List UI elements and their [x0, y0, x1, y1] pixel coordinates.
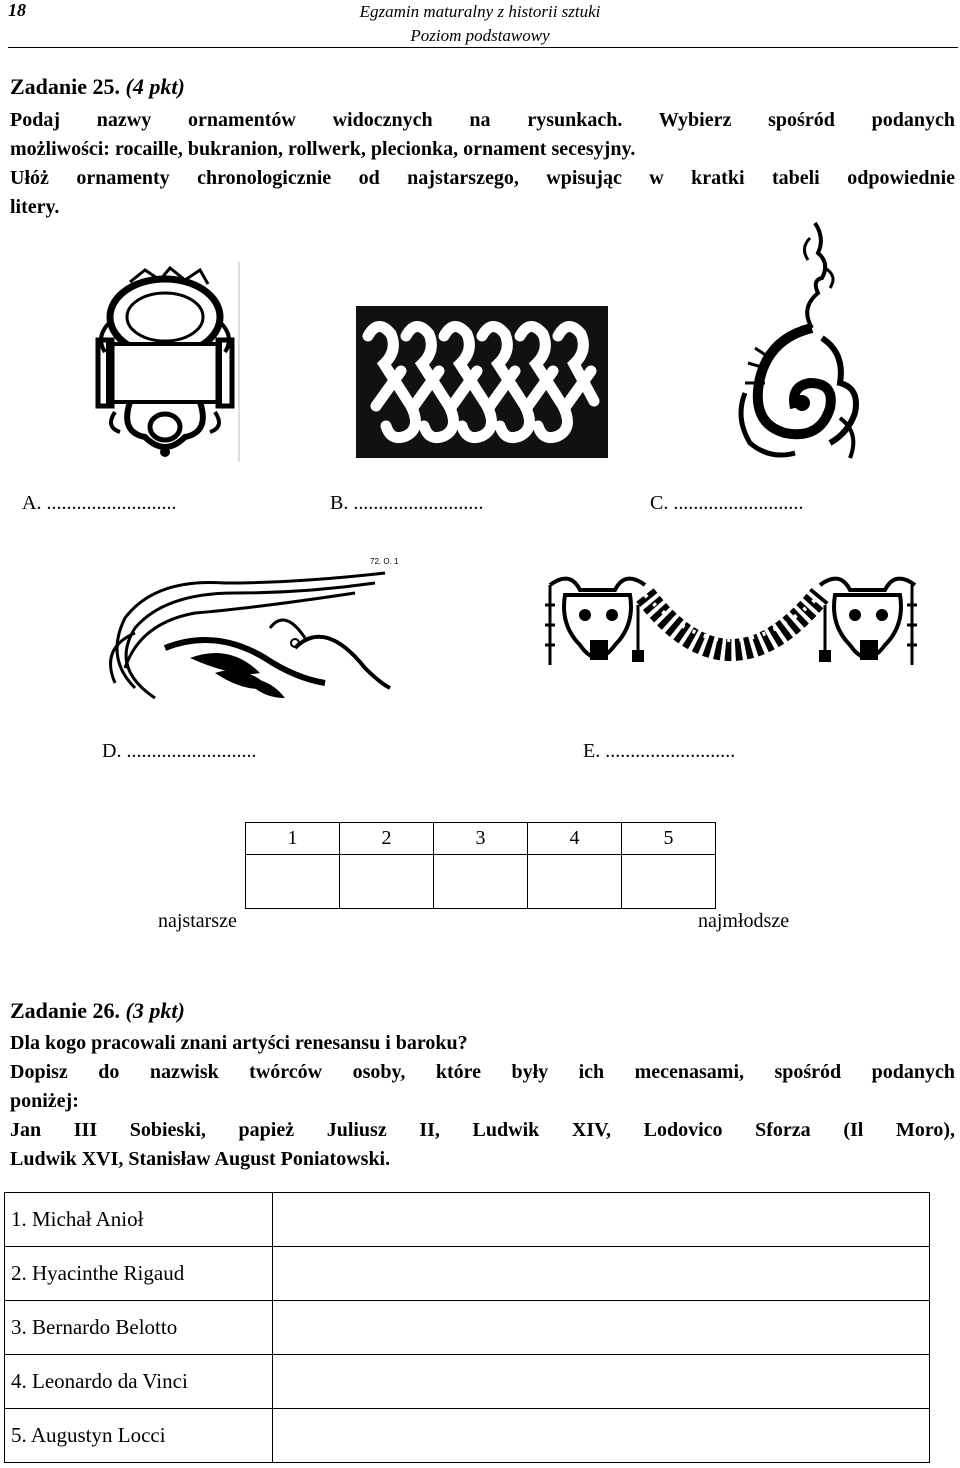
task25-instructions — [10, 106, 955, 222]
patron-answer-cell[interactable] — [273, 1409, 930, 1463]
label-d: D. .......................... — [102, 740, 257, 762]
chronology-answer-cell[interactable] — [528, 855, 622, 909]
ornament-d-image — [95, 548, 399, 713]
patrons-table — [4, 1192, 930, 1463]
ornament-c-image — [730, 218, 870, 464]
patron-answer-cell[interactable] — [273, 1247, 930, 1301]
table-row — [5, 1247, 930, 1301]
chronology-answer-cell[interactable] — [434, 855, 528, 909]
patron-answer-cell[interactable] — [273, 1355, 930, 1409]
chronology-header: 4 — [528, 823, 622, 855]
patron-answer-cell[interactable] — [273, 1301, 930, 1355]
chronology-header: 2 — [340, 823, 434, 855]
youngest-label: najmłodsze — [698, 910, 790, 932]
label-c: C. .......................... — [650, 492, 804, 514]
chronology-header: 3 — [434, 823, 528, 855]
task26-instructions — [10, 1029, 955, 1174]
task26-line: poniżej: — [10, 1090, 79, 1112]
task25-line: Podaj nazwy ornamentów widocznych na rysunkach. Wybierz spośród podanych — [10, 109, 955, 131]
header-divider — [8, 47, 958, 48]
ornament-e-image — [540, 565, 920, 695]
task25-points: (4 pkt) — [125, 74, 185, 99]
ornament-a-image — [90, 262, 240, 462]
table-row — [5, 1193, 930, 1247]
exam-title: Egzamin maturalny z historii sztuki — [359, 2, 601, 21]
patron-answer-cell[interactable] — [273, 1193, 930, 1247]
exam-header — [280, 0, 680, 48]
artist-name: 2. Hyacinthe Rigaud — [5, 1247, 273, 1301]
image-d-tag: 72. O. 1 — [370, 557, 399, 566]
table-row — [5, 1301, 930, 1355]
chronology-header: 1 — [246, 823, 340, 855]
task26-points: (3 pkt) — [125, 998, 185, 1023]
label-b: B. .......................... — [330, 492, 484, 514]
label-a: A. .......................... — [22, 492, 177, 514]
task26-title — [10, 998, 185, 1024]
ornament-b-image — [356, 306, 608, 458]
task25-number: Zadanie 25. — [10, 74, 121, 99]
artist-name: 3. Bernardo Belotto — [5, 1301, 273, 1355]
page-number: 18 — [8, 0, 26, 20]
task26-line: Jan III Sobieski, papież Juliusz II, Ludwik XIV, Lodovico Sforza (Il Moro), — [10, 1119, 955, 1141]
task26-number: Zadanie 26. — [10, 998, 121, 1023]
task26-line: Ludwik XVI, Stanisław August Poniatowski. — [10, 1148, 391, 1170]
task26-line: Dopisz do nazwisk twórców osoby, które były ich mecenasami, spośród podanych — [10, 1061, 955, 1083]
task26-question: Dla kogo pracowali znani artyści renesansu i baroku? — [10, 1032, 468, 1054]
table-row — [5, 1409, 930, 1463]
task25-title — [10, 74, 185, 100]
artist-name: 4. Leonardo da Vinci — [5, 1355, 273, 1409]
oldest-label: najstarsze — [158, 910, 237, 932]
artist-name: 5. Augustyn Locci — [5, 1409, 273, 1463]
chronology-answer-cell[interactable] — [622, 855, 716, 909]
task25-line: możliwości: rocaille, bukranion, rollwerk, plecionka, ornament secesyjny. — [10, 138, 636, 160]
task25-line: Ułóż ornamenty chronologicznie od najstarszego, wpisując w kratki tabeli odpowiednie — [10, 167, 955, 189]
chronology-header: 5 — [622, 823, 716, 855]
artist-name: 1. Michał Anioł — [5, 1193, 273, 1247]
chronology-table — [245, 822, 716, 909]
table-row — [5, 1355, 930, 1409]
chronology-answer-cell[interactable] — [340, 855, 434, 909]
label-e: E. .......................... — [583, 740, 736, 762]
exam-level: Poziom podstawowy — [410, 26, 550, 45]
chronology-answer-cell[interactable] — [246, 855, 340, 909]
task25-line: litery. — [10, 196, 60, 218]
